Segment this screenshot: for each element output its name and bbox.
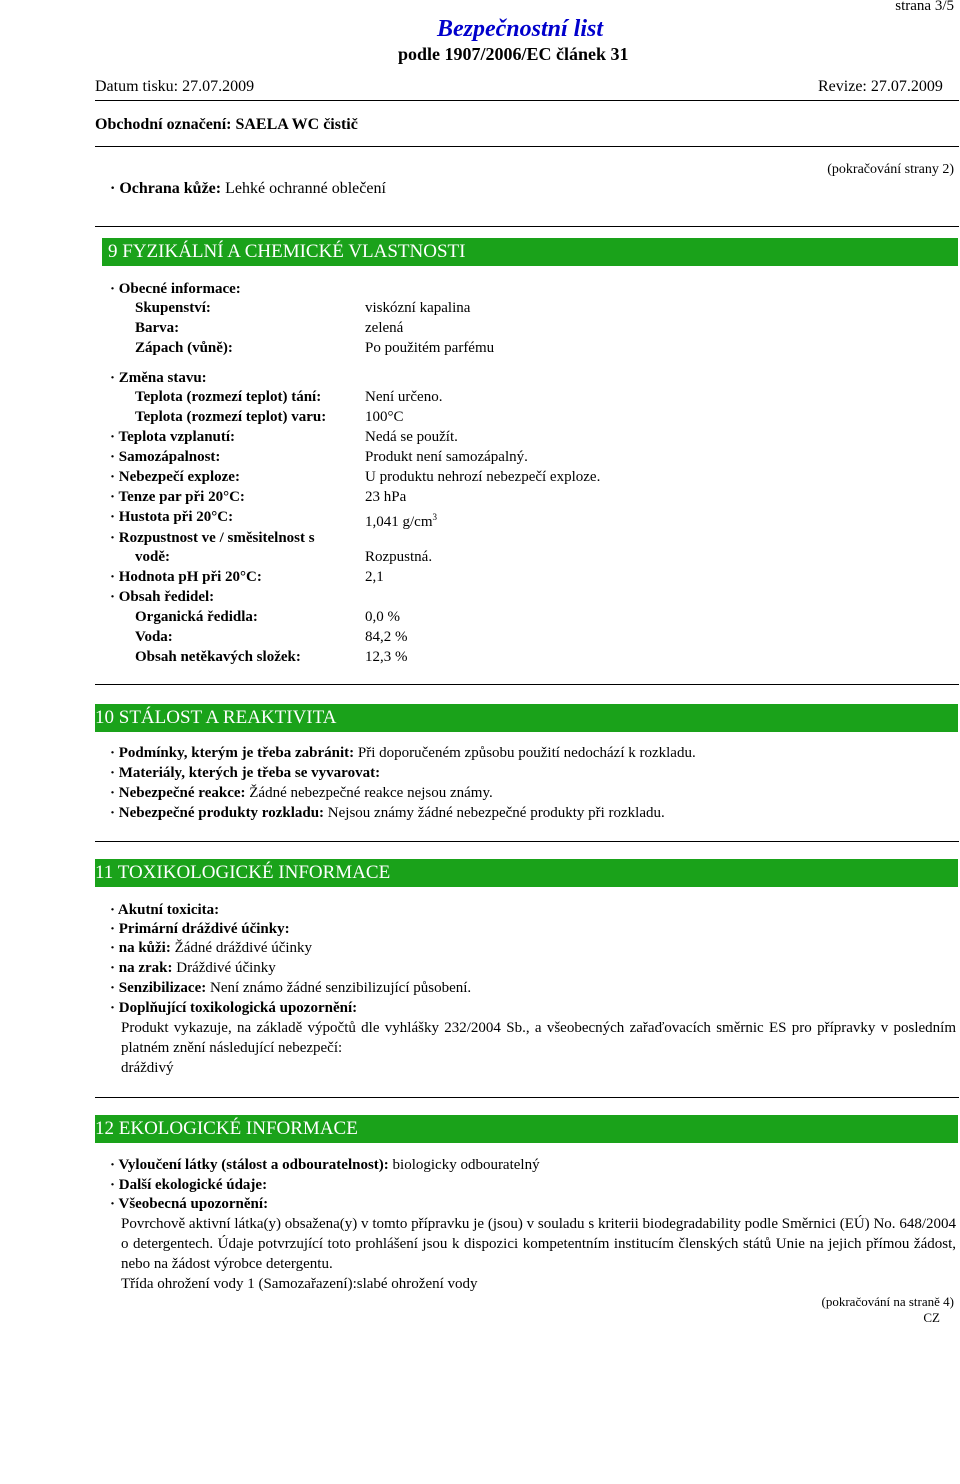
density-value-text: 1,041 g/cm — [365, 514, 433, 530]
general-notes-text: Povrchově aktivní látka(y) obsažena(y) v tomto přípravku je (jsou) v souladu s kriterii biodegradability podle Směrnici (EÚ) No. 648/2004 o detergentech. Údaje potvrzující toto prohlášení jsou k dispozici kompetentním institucím členských států Unie na jejich přímou žádost, nebo na žádost výrobce detergentu. — [121, 1216, 956, 1272]
header-rule — [95, 100, 959, 101]
section10-rule — [95, 684, 959, 685]
boiling-label: Teplota (rozmezí teplot) varu: — [135, 409, 327, 425]
eye-effect-value: Dráždivé účinky — [176, 960, 276, 976]
extra-tox-text: Produkt vykazuje, na základě výpočtů dle vyhlášky 232/2004 Sb., a všeobecných zařaďovacích směrnic ES pro přípravky v posledním platném znění následující nebezpečí: — [121, 1020, 956, 1056]
skin-protection-label: · Ochrana kůže: — [110, 180, 222, 197]
state-label: Skupenství: — [135, 300, 211, 316]
skin-protection-value: Lehké ochranné oblečení — [225, 180, 386, 197]
doc-subtitle: podle 1907/2006/EC článek 31 — [398, 44, 629, 64]
eye-effect-label: · na zrak: — [110, 960, 173, 976]
sensitization-value: Není známo žádné senzibilizující působení. — [209, 980, 472, 996]
skin-protection — [110, 179, 386, 199]
revision-date: Revize: 27.07.2009 — [818, 78, 943, 95]
flash-point-label: · Teplota vzplanutí: — [110, 429, 236, 445]
hazardous-reactions-value: Žádné nebezpečné reakce nejsou známy. — [249, 785, 493, 801]
organic-solvents-value: 0,0 % — [365, 609, 400, 625]
decomposition-products-value: Nejsou známy žádné nebezpečné produkty při rozkladu. — [327, 805, 665, 821]
odor-value: Po použitém parfému — [365, 340, 495, 356]
water-hazard-class: Třída ohrožení vody 1 (Samozařazení):slabé ohrožení vody — [121, 1276, 478, 1292]
sensitization-label: · Senzibilizace: — [110, 980, 207, 996]
ph-label: · Hodnota pH při 20°C: — [110, 569, 262, 585]
state-value: viskózní kapalina — [365, 300, 471, 316]
avoid-conditions — [110, 743, 696, 763]
language-code: CZ — [923, 1310, 940, 1325]
degradability-label: · Vyloučení látky (stálost a odbouratelnost): — [110, 1157, 389, 1173]
degradability-value: biologicky odbouratelný — [392, 1157, 540, 1173]
hazardous-reactions — [110, 783, 493, 803]
explosion-label: · Nebezpečí exploze: — [110, 469, 240, 485]
color-value: zelená — [365, 320, 404, 336]
nonvolatile-value: 12,3 % — [365, 649, 408, 665]
section9-rule — [95, 226, 959, 227]
boiling-value: 100°C — [365, 409, 404, 425]
color-label: Barva: — [135, 320, 180, 336]
doc-title: Bezpečnostní list — [437, 16, 604, 42]
section12-rule — [95, 1097, 959, 1098]
other-eco-label: · Další ekologické údaje: — [110, 1177, 268, 1193]
skin-effect-value: Žádné dráždivé účinky — [174, 940, 313, 956]
eye-effect — [110, 958, 276, 978]
acute-toxicity-label: · Akutní toxicita: — [110, 902, 220, 918]
odor-label: Zápach (vůně): — [135, 340, 233, 356]
density-unit-exponent: 3 — [432, 512, 437, 522]
skin-effect-label: · na kůži: — [110, 940, 171, 956]
explosion-value: U produktu nehrozí nebezpečí exploze. — [365, 469, 601, 485]
page-number: strana 3/5 — [895, 0, 954, 14]
water-value: 84,2 % — [365, 629, 408, 645]
change-of-state-label: · Změna stavu: — [110, 370, 207, 386]
solubility-value: Rozpustná. — [365, 549, 433, 565]
avoid-conditions-label: · Podmínky, kterým je třeba zabránit: — [110, 745, 355, 761]
nonvolatile-label: Obsah netěkavých složek: — [135, 649, 301, 665]
primary-irritation-label: · Primární dráždivé účinky: — [110, 921, 290, 937]
flash-point-value: Nedá se použít. — [365, 429, 458, 445]
general-notes-label: · Všeobecná upozornění: — [110, 1196, 269, 1212]
general-info-label: · Obecné informace: — [110, 281, 241, 297]
section12-header: 12 EKOLOGICKÉ INFORMACE — [95, 1115, 958, 1143]
continuation-top: (pokračování strany 2) — [827, 162, 954, 177]
density-value — [365, 507, 437, 532]
sensitization — [110, 978, 471, 998]
density-label: · Hustota při 20°C: — [110, 509, 234, 525]
vapor-pressure-label: · Tenze par při 20°C: — [110, 489, 245, 505]
materials-label: · Materiály, kterých je třeba se vyvarovat: — [110, 765, 381, 781]
section11-header: 11 TOXIKOLOGICKÉ INFORMACE — [95, 859, 958, 887]
water-label: Voda: — [135, 629, 173, 645]
extra-tox-hazard: dráždivý — [121, 1060, 174, 1076]
hazardous-reactions-label: · Nebezpečné reakce: — [110, 785, 246, 801]
trade-rule — [95, 146, 959, 147]
trade-name: Obchodní označení: SAELA WC čistič — [95, 116, 358, 133]
decomposition-products — [110, 803, 665, 823]
organic-solvents-label: Organická ředidla: — [135, 609, 258, 625]
section9-header: 9 FYZIKÁLNÍ A CHEMICKÉ VLASTNOSTI — [102, 238, 958, 266]
solvent-content-label: · Obsah ředidel: — [110, 589, 215, 605]
self-ignition-label: · Samozápalnost: — [110, 449, 221, 465]
decomposition-products-label: · Nebezpečné produkty rozkladu: — [110, 805, 325, 821]
melting-label: Teplota (rozmezí teplot) tání: — [135, 389, 322, 405]
continuation-bottom: (pokračování na straně 4) — [821, 1294, 954, 1309]
solubility-label-line2: vodě: — [135, 549, 170, 565]
solubility-label-line1: · Rozpustnost ve / směsitelnost s — [110, 530, 315, 546]
section11-rule — [95, 841, 959, 842]
self-ignition-value: Produkt není samozápalný. — [365, 449, 528, 465]
avoid-conditions-value: Při doporučeném způsobu použití nedochází k rozkladu. — [357, 745, 696, 761]
degradability — [110, 1155, 540, 1175]
print-date: Datum tisku: 27.07.2009 — [95, 78, 255, 95]
ph-value: 2,1 — [365, 569, 384, 585]
melting-value: Není určeno. — [365, 389, 443, 405]
extra-tox-label: · Doplňující toxikologická upozornění: — [110, 1000, 358, 1016]
vapor-pressure-value: 23 hPa — [365, 489, 407, 505]
skin-effect — [110, 938, 312, 958]
section10-header: 10 STÁLOST A REAKTIVITA — [95, 704, 958, 732]
